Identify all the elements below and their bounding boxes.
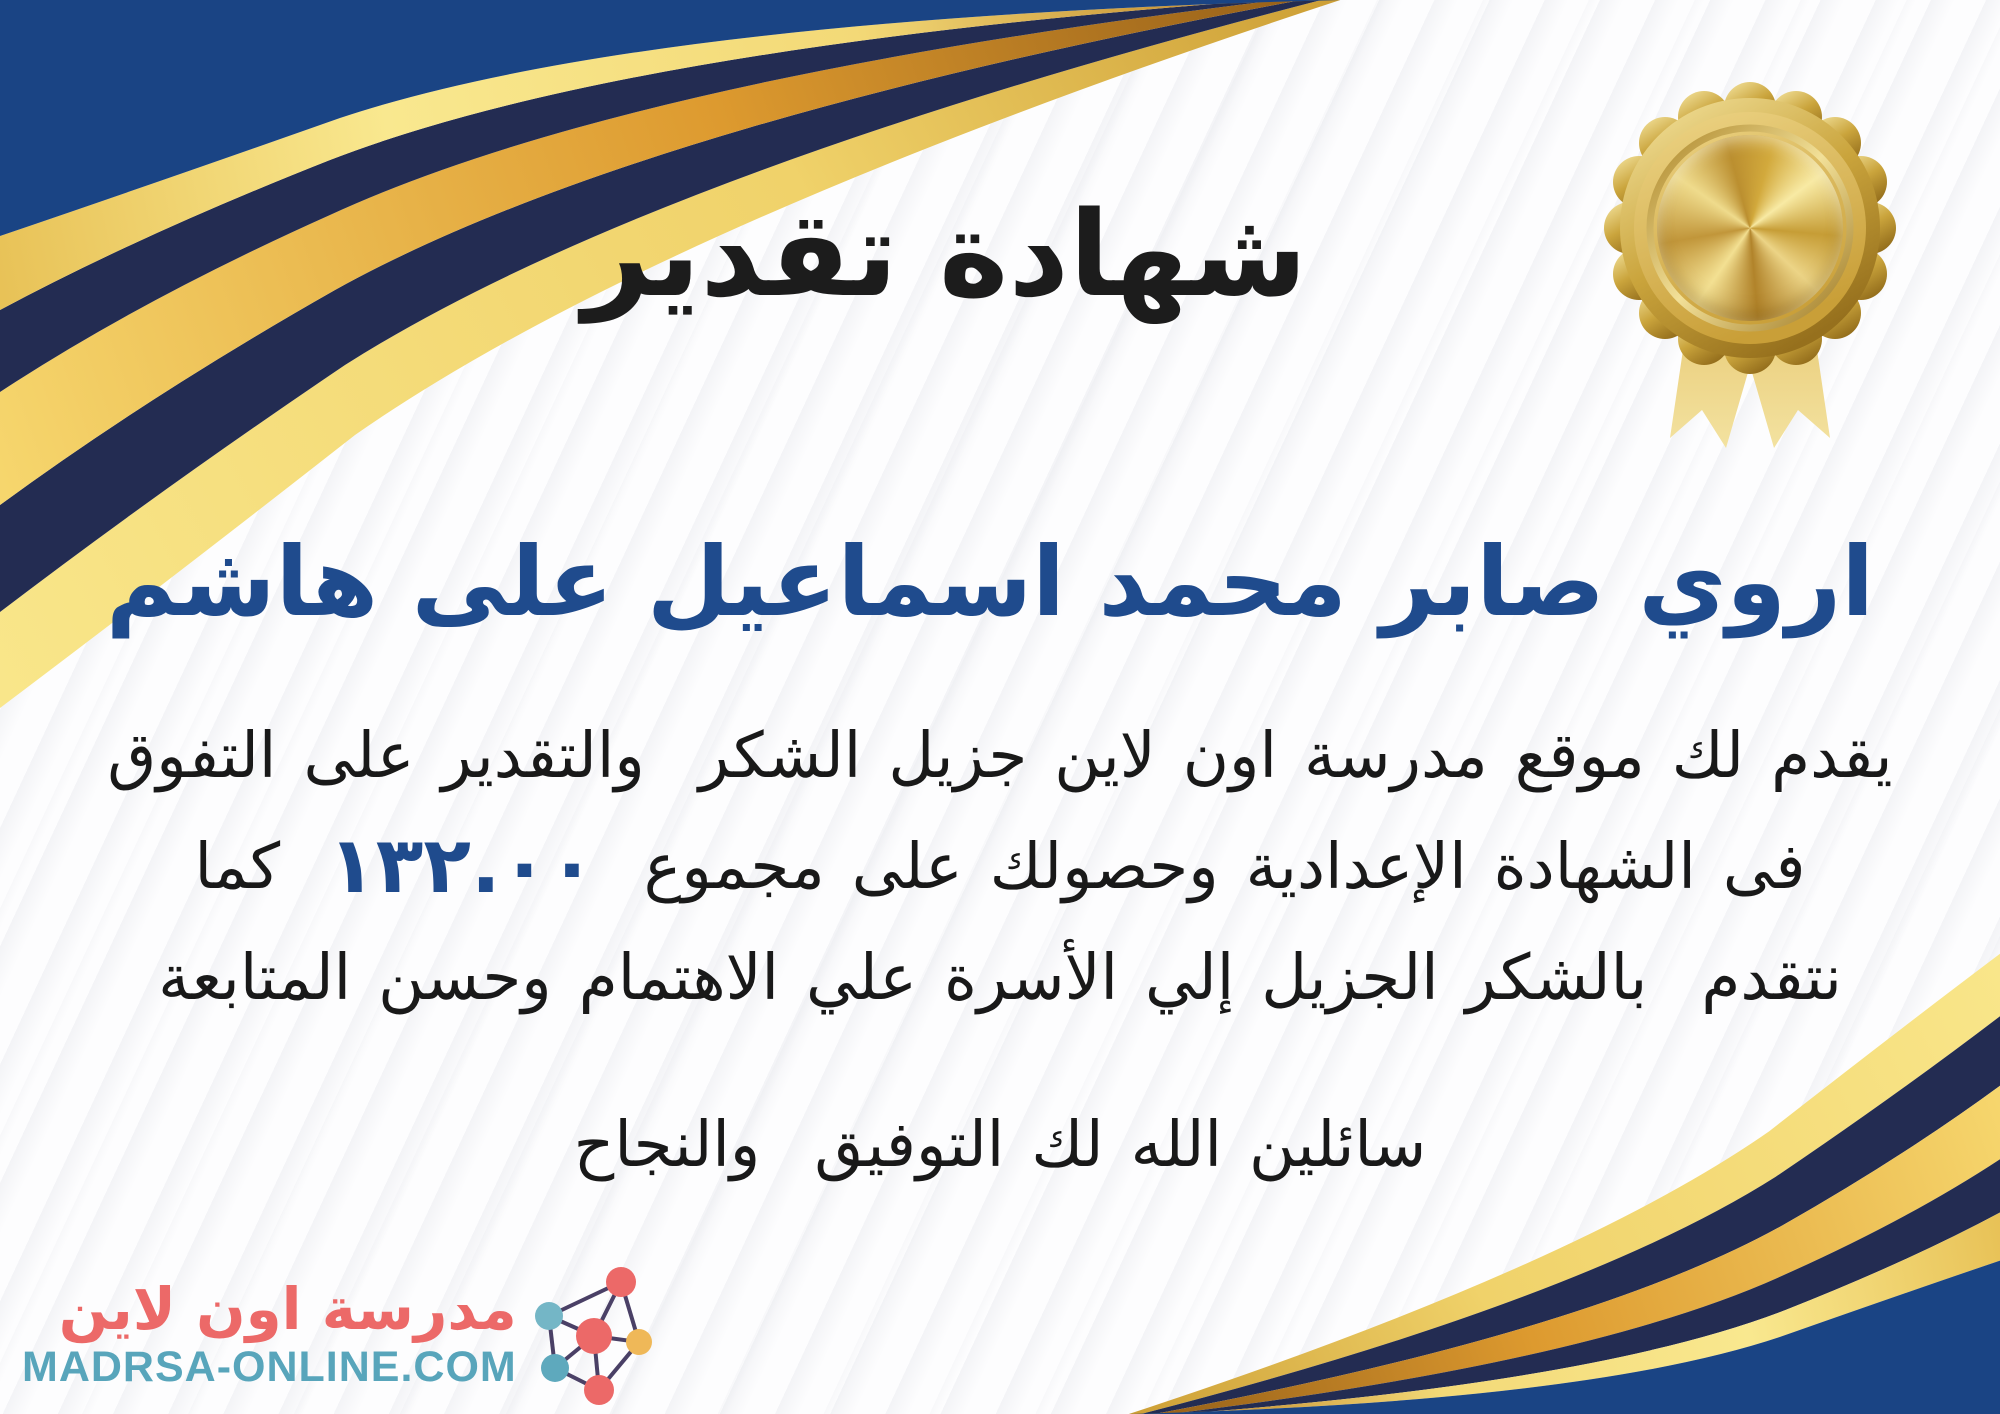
certificate-body (55, 700, 1945, 1200)
body-line-1: يقدم لك موقع مدرسة اون لاين جزيل الشكر والتقدير على التفوق (107, 719, 1893, 792)
body-line-2-after-score: كما (194, 830, 281, 903)
network-graph-icon (533, 1262, 655, 1408)
certificate-title: شهادة تقدير (582, 185, 1308, 324)
body-line-2-before-score: فى الشهادة الإعدادية وحصولك على مجموع (643, 830, 1806, 903)
site-logo (22, 1262, 655, 1408)
score-value: ١٣٢.٠٠ (328, 821, 596, 911)
site-name-arabic: مدرسة اون لاين (58, 1275, 517, 1344)
closing-line: سائلين الله لك التوفيق والنجاح (573, 1108, 1427, 1181)
site-logo-text (22, 1275, 517, 1392)
body-line-2 (55, 811, 1945, 922)
student-name: اروي صابر محمد اسماعيل على هاشم (105, 525, 1875, 638)
body-line-3: نتقدم بالشكر الجزيل إلي الأسرة علي الاهتمام وحسن المتابعة (158, 941, 1842, 1014)
site-domain: MADRSA-ONLINE.COM (22, 1343, 517, 1392)
